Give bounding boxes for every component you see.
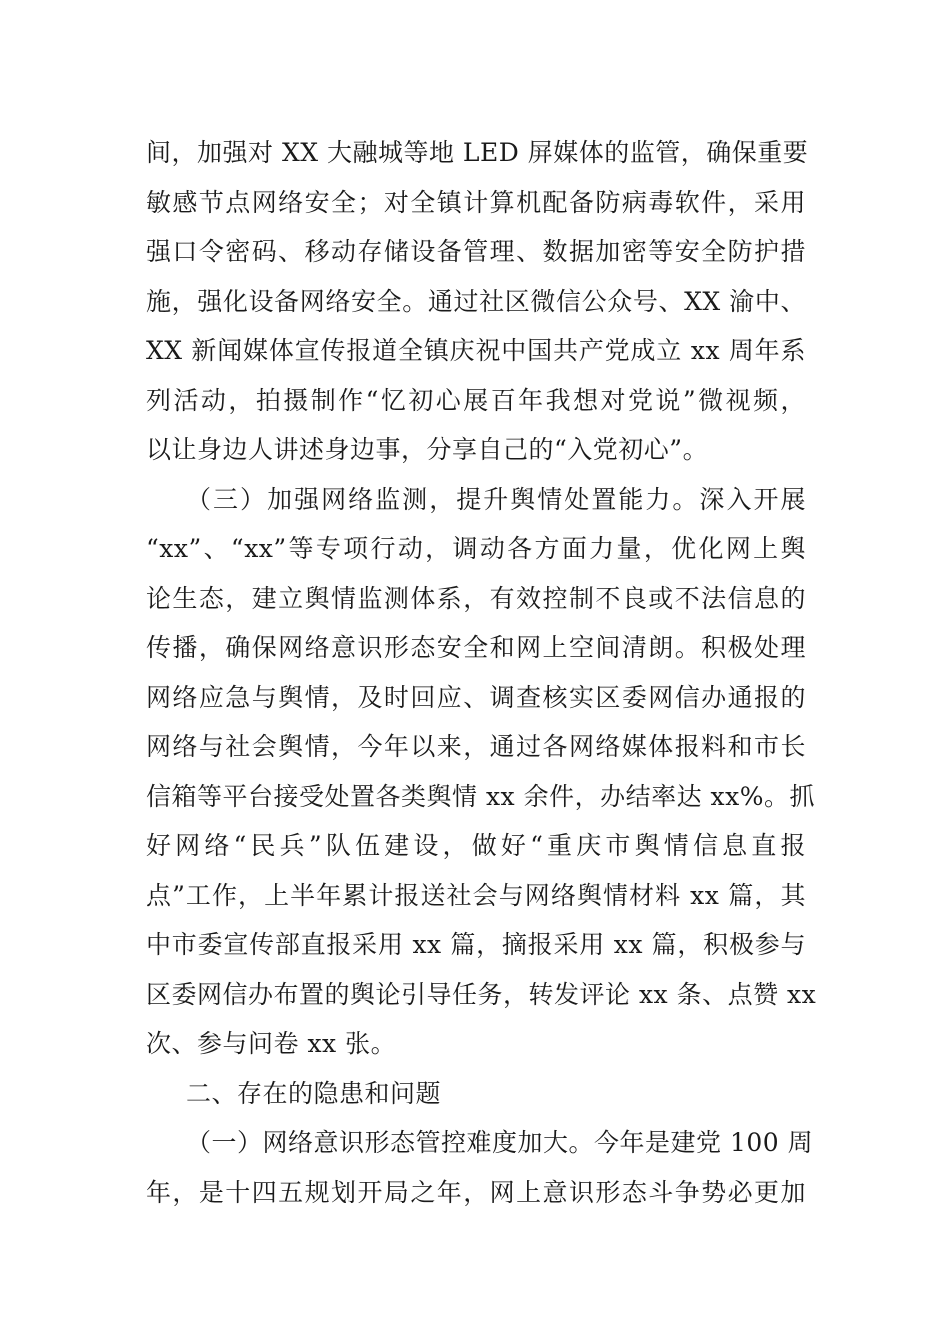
text-line: 施，强化设备网络安全。通过社区微信公众号、XX 渝中、 <box>146 286 806 316</box>
paragraph-monitoring <box>146 475 817 1069</box>
text-line: 好网络“民兵”队伍建设，做好“重庆市舆情信息直报 <box>146 831 806 860</box>
text-line: 年，是十四五规划开局之年，网上意识形态斗争势必更加 <box>146 1177 806 1207</box>
text-line: 区委网信办布置的舆论引导任务，转发评论 xx 条、点赞 xx <box>146 979 817 1009</box>
text-line: “xx”、“xx”等专项行动，调动各方面力量，优化网上舆 <box>146 534 806 563</box>
text-line: XX 新闻媒体宣传报道全镇庆祝中国共产党成立 xx 周年系 <box>146 336 806 365</box>
text-line: 信箱等平台接受处置各类舆情 xx 余件，办结率达 xx%。抓 <box>146 781 815 811</box>
text-line: 传播，确保网络意识形态安全和网上空间清朗。积极处理 <box>146 633 806 662</box>
text-line: 敏感节点网络安全；对全镇计算机配备防病毒软件，采用 <box>146 187 806 217</box>
text-line: 强口令密码、移动存储设备管理、数据加密等安全防护措 <box>146 237 806 266</box>
section-heading <box>146 1069 806 1119</box>
text-line: 点”工作，上半年累计报送社会与网络舆情材料 xx 篇，其 <box>146 880 806 910</box>
text-line: 网络应急与舆情，及时回应、调查核实区委网信办通报的 <box>146 682 806 712</box>
heading-text: 二、存在的隐患和问题 <box>186 1078 442 1108</box>
document-body <box>146 128 817 1217</box>
text-line: 以让身边人讲述身边事，分享自己的“入党初心”。 <box>146 435 709 464</box>
text-line: 次、参与问卷 xx 张。 <box>146 1029 397 1058</box>
text-line: 中市委宣传部直报采用 xx 篇，摘报采用 xx 篇，积极参与 <box>146 930 806 959</box>
text-line: 间，加强对 XX 大融城等地 LED 屏媒体的监管，确保重要 <box>146 138 809 167</box>
text-line: （三）加强网络监测，提升舆情处置能力。深入开展 <box>186 484 806 514</box>
text-line: （一）网络意识形态管控难度加大。今年是建党 100 周 <box>186 1128 814 1157</box>
text-line: 列活动，拍摄制作“忆初心展百年我想对党说”微视频， <box>146 385 806 415</box>
paragraph-problems <box>146 1118 814 1217</box>
text-line: 论生态，建立舆情监测体系，有效控制不良或不法信息的 <box>146 583 806 613</box>
text-line: 网络与社会舆情，今年以来，通过各网络媒体报料和市长 <box>146 732 806 761</box>
paragraph-network-security <box>146 128 809 475</box>
